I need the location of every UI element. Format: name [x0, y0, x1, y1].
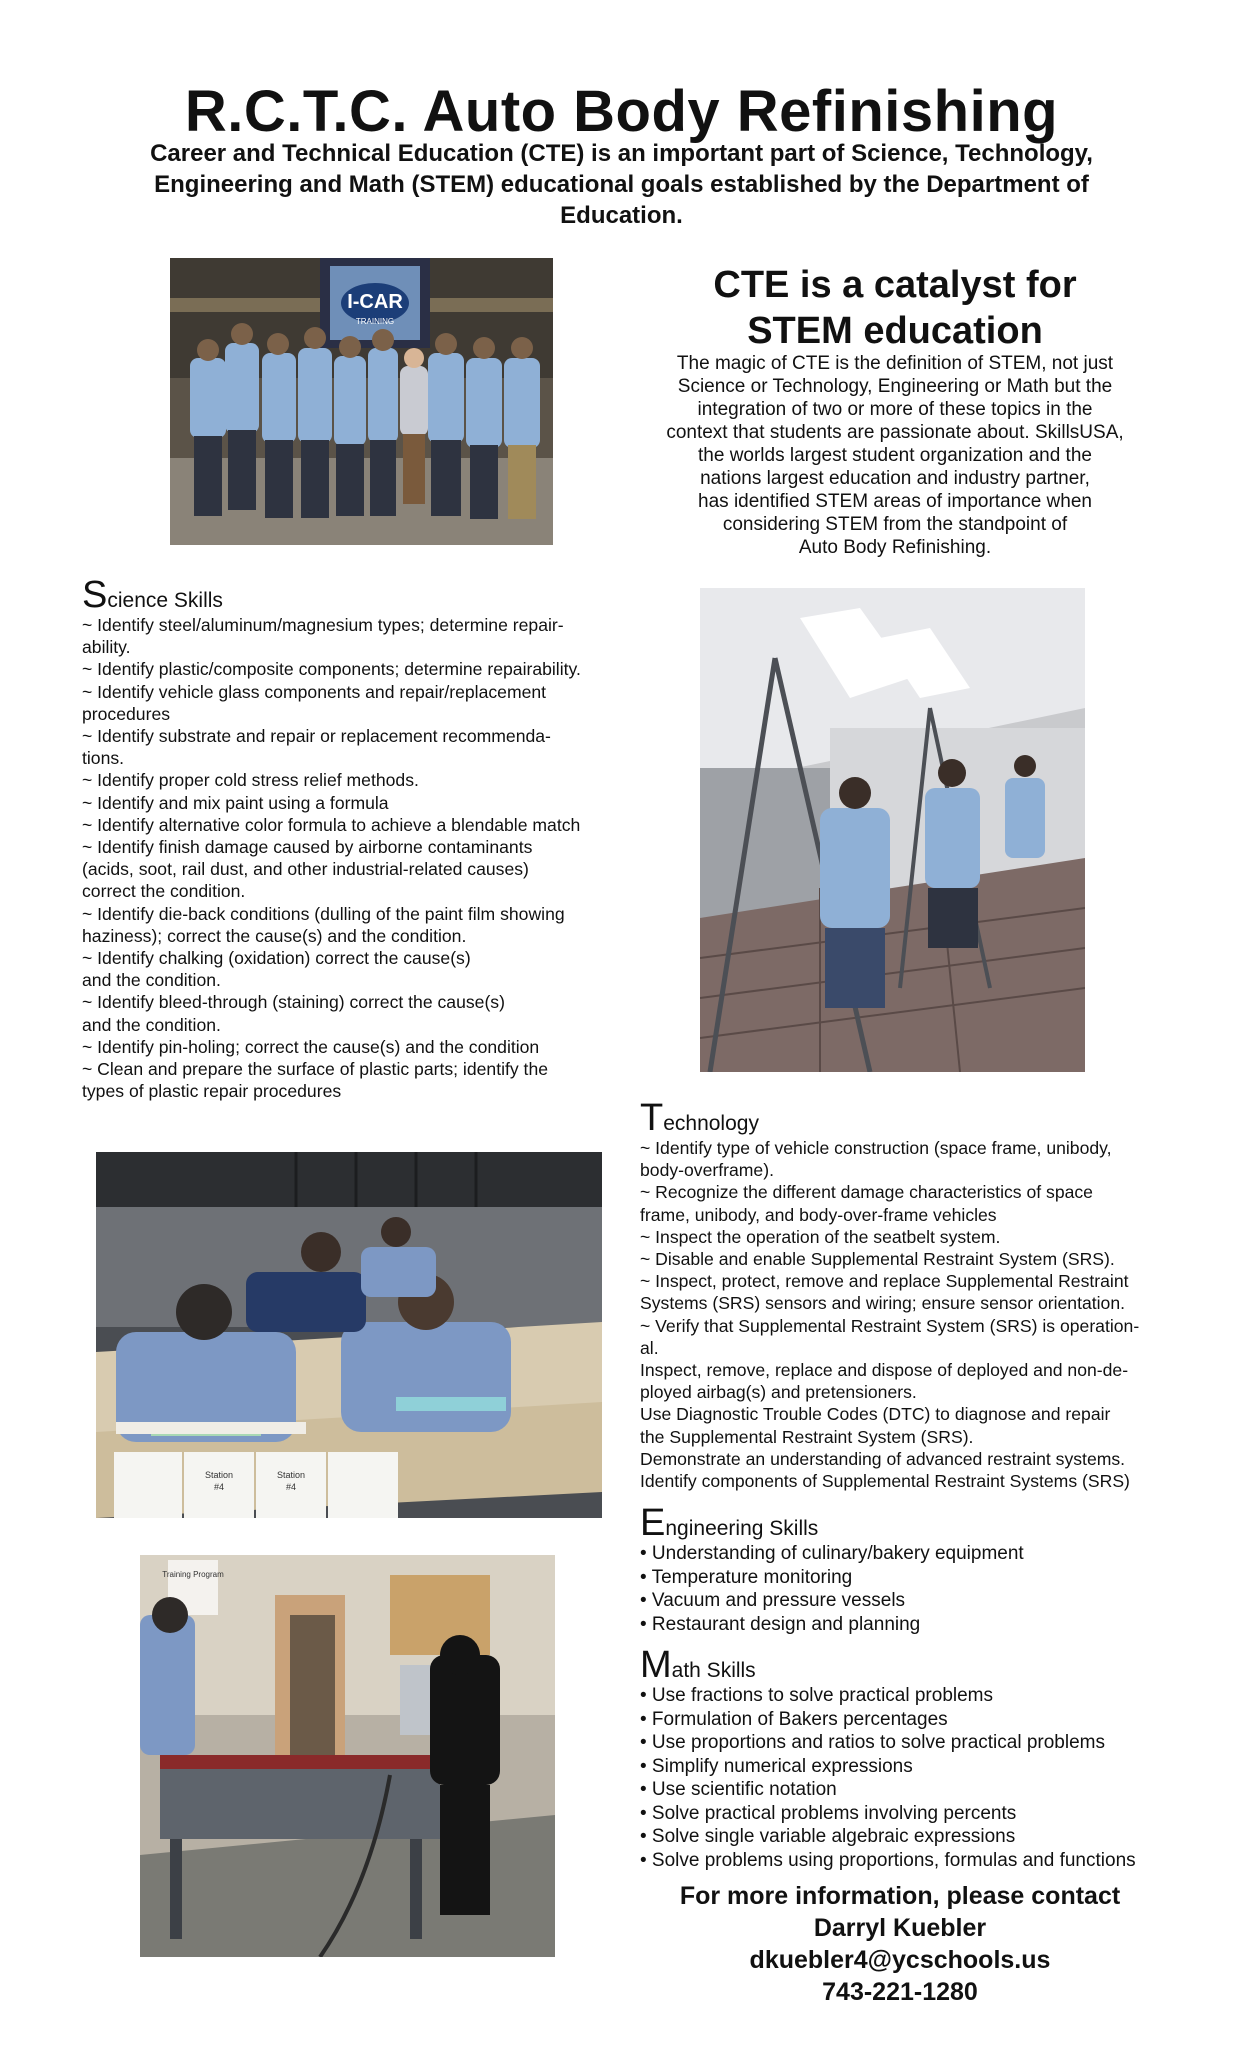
contact-phone[interactable]: 743-221-1280: [822, 1978, 978, 2006]
contact-name: Darryl Kuebler: [813, 1914, 987, 1942]
contact-prompt: For more information, please contact: [679, 1882, 1121, 1910]
page-title: R.C.T.C. Auto Body Refinishing: [184, 79, 1059, 144]
page-subtitle: Career and Technical Education (CTE) is an important part of Science, Technology, Engineering and Math (STEM) educational goals established by the Department of Education.: [150, 140, 1093, 229]
group-photo: [170, 258, 553, 545]
contact-block: [630, 1880, 1170, 2008]
engineering-section: Engineering Skills • Understanding of culinary/bakery equipment • Temperature monitoring • Vacuum and pressure vessels • Restaurant design and planning: [640, 1508, 1200, 1636]
svg-text:#4: #4: [285, 1482, 297, 1492]
engineering-heading: Engineering Skills: [640, 1502, 819, 1544]
svg-text:Training Program: Training Program: [162, 1570, 224, 1579]
cte-heading: CTE is a catalyst for STEM education: [713, 264, 1077, 352]
technology-heading: Technology: [640, 1097, 759, 1139]
contact-email[interactable]: dkuebler4@ycschools.us: [749, 1946, 1051, 1974]
technology-section: Technology ~ Identify type of vehicle construction (space frame, unibody, body-overframe). ~ Recognize the different damage characteristics of space frame, unibody, and body-over-frame vehicles ~ Inspect the operation of the seatbelt system. ~ Disable and enable Supplemental Restraint System (SRS). ~ Inspect, protect, remove and replace Supplemental Restraint Systems (SRS) sensors and wiring; ensure sensor orientation. ~ Verify that Supplemental Restraint System (SRS) is operation- al. Inspect, remove, replace and dispose of deployed and non-de- ployed airbag(s) and pretensioners. Use Diagnostic Trouble Codes (DTC) to diagnose and repair the Supplemental Restraint System (SRS). Demonstrate an understanding of advanced restraint systems. Identify components of Supplemental Restraint Systems (SRS): [640, 1103, 1200, 1492]
shop-photo: [140, 1555, 555, 1957]
svg-text:Station: Station: [204, 1470, 234, 1480]
cte-body: The magic of CTE is the definition of STEM, not just Science or Technology, Engineering or Math but the integration of two or more of these topics in the context that students are passionate about. SkillsUSA, the worlds largest student organization and the nations largest education and industry partner, has identified STEM areas of importance when considering STEM from the standpoint of Auto Body Refinishing.: [666, 353, 1124, 558]
svg-text:TRAINING: TRAINING: [355, 317, 395, 326]
banner-text: I-CAR: [347, 291, 403, 313]
svg-text:Station: Station: [276, 1470, 306, 1480]
science-skills-section: Science Skills ~ Identify steel/aluminum/magnesium types; determine repair- ability. ~ Identify plastic/composite components; determine repairability. ~ Identify vehicle glass components and repair/replacement procedures ~ Identify substrate and repair or replacement recommenda- tions. ~ Identify proper cold stress relief methods. ~ Identify and mix paint using a formula ~ Identify alternative color formula to achieve a blendable match ~ Identify finish damage caused by airborne contaminants (acids, soot, rail dust, and other industrial-related causes) correct the condition. ~ Identify die-back conditions (dulling of the paint film showing haziness); correct the cause(s) and the condition. ~ Identify chalking (oxidation) correct the cause(s) and the condition. ~ Identify bleed-through (staining) correct the cause(s) and the condition. ~ Identify pin-holing; correct the cause(s) and the condition ~ Clean and prepare the surface of plastic parts; identify the types of plastic repair procedures: [82, 580, 622, 1102]
math-section: Math Skills • Use fractions to solve practical problems • Formulation of Bakers percentages • Use proportions and ratios to solve practical problems • Simplify numerical expressions • Use scientific notation • Solve practical problems involving percents • Solve single variable algebraic expressions • Solve problems using proportions, formulas and functions: [640, 1650, 1200, 1872]
paint-booth-photo: [700, 588, 1085, 1072]
science-heading: Science Skills: [82, 574, 223, 616]
classroom-photo: [96, 1152, 602, 1518]
math-heading: Math Skills: [640, 1644, 756, 1686]
svg-text:#4: #4: [213, 1482, 225, 1492]
